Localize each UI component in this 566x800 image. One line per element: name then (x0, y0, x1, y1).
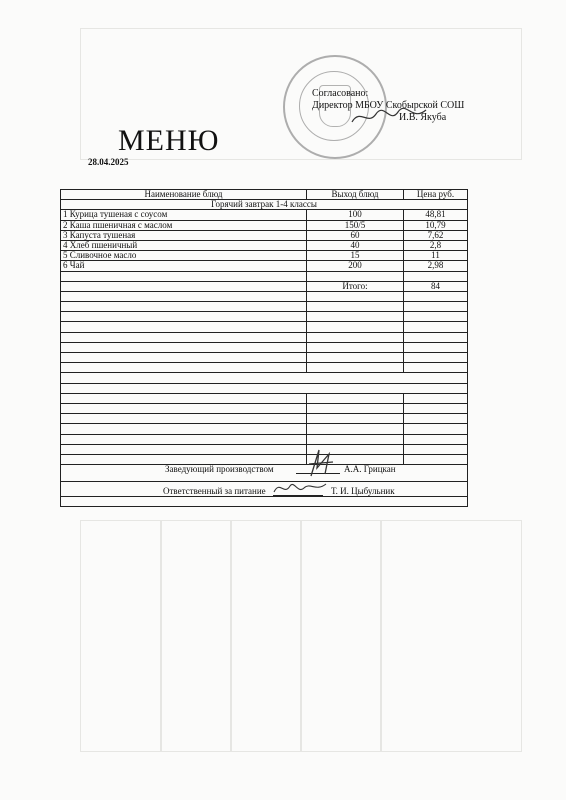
nutrition-name: Т. И. Цыбульник (331, 486, 395, 496)
empty-row (61, 322, 468, 332)
empty-row (61, 271, 468, 281)
dish-name: 2 Каша пшеничная с маслом (61, 220, 307, 230)
dish-yield: 15 (307, 251, 404, 261)
dish-price: 10,79 (404, 220, 468, 230)
dish-yield: 40 (307, 240, 404, 250)
table-row (61, 261, 468, 271)
empty-row (61, 353, 468, 363)
dish-name: 5 Сливочное масло (61, 251, 307, 261)
dish-price: 2,8 (404, 240, 468, 250)
dish-yield: 150/5 (307, 220, 404, 230)
table-row (61, 220, 468, 230)
page-title: МЕНЮ (118, 124, 220, 157)
approval-director-name: И.В. Якуба (399, 112, 447, 123)
empty-row (61, 312, 468, 322)
menu-date: 28.04.2025 (88, 157, 129, 167)
dish-price: 11 (404, 251, 468, 261)
total-row (61, 281, 468, 291)
header-dish-name: Наименование блюд (61, 190, 307, 200)
empty-row (61, 291, 468, 301)
section-row (61, 200, 468, 210)
total-value: 84 (404, 281, 468, 291)
empty-row (61, 414, 468, 424)
empty-row (61, 373, 468, 383)
empty-row (61, 444, 468, 454)
dish-yield: 200 (307, 261, 404, 271)
nutrition-title: Ответственный за питание (163, 486, 266, 496)
nutrition-signature (272, 478, 328, 498)
dish-name: 4 Хлеб пшеничный (61, 240, 307, 250)
menu-table (60, 189, 468, 507)
empty-row (61, 434, 468, 444)
manager-signature (305, 446, 337, 480)
dish-price: 7,62 (404, 230, 468, 240)
empty-row (61, 497, 468, 507)
empty-row (61, 383, 468, 393)
approval-director: Директор МБОУ Скобырской СОШ (312, 100, 465, 111)
manager-name: А.А. Грицкан (344, 464, 396, 474)
empty-row (61, 332, 468, 342)
dish-price: 48,81 (404, 210, 468, 220)
total-spacer (61, 281, 307, 291)
manager-title: Заведующий производством (165, 464, 274, 474)
empty-row (61, 342, 468, 352)
table-row (61, 210, 468, 220)
dish-name: 1 Курица тушеная с соусом (61, 210, 307, 220)
section-title: Горячий завтрак 1-4 классы (61, 200, 468, 210)
empty-row (61, 363, 468, 373)
dish-yield: 60 (307, 230, 404, 240)
table-row (61, 240, 468, 250)
dish-name: 3 Капуста тушеная (61, 230, 307, 240)
empty-row (61, 393, 468, 403)
dish-name: 6 Чай (61, 261, 307, 271)
header-price: Цена руб. (404, 190, 468, 200)
empty-row (61, 403, 468, 413)
empty-row (61, 424, 468, 434)
dish-yield: 100 (307, 210, 404, 220)
table-row (61, 251, 468, 261)
table-row (61, 230, 468, 240)
dish-price: 2,98 (404, 261, 468, 271)
director-signature (350, 104, 430, 130)
header-yield: Выход блюд (307, 190, 404, 200)
total-label: Итого: (307, 281, 404, 291)
table-header-row (61, 190, 468, 200)
empty-row (61, 302, 468, 312)
approval-label: Согласовано: (312, 88, 369, 99)
